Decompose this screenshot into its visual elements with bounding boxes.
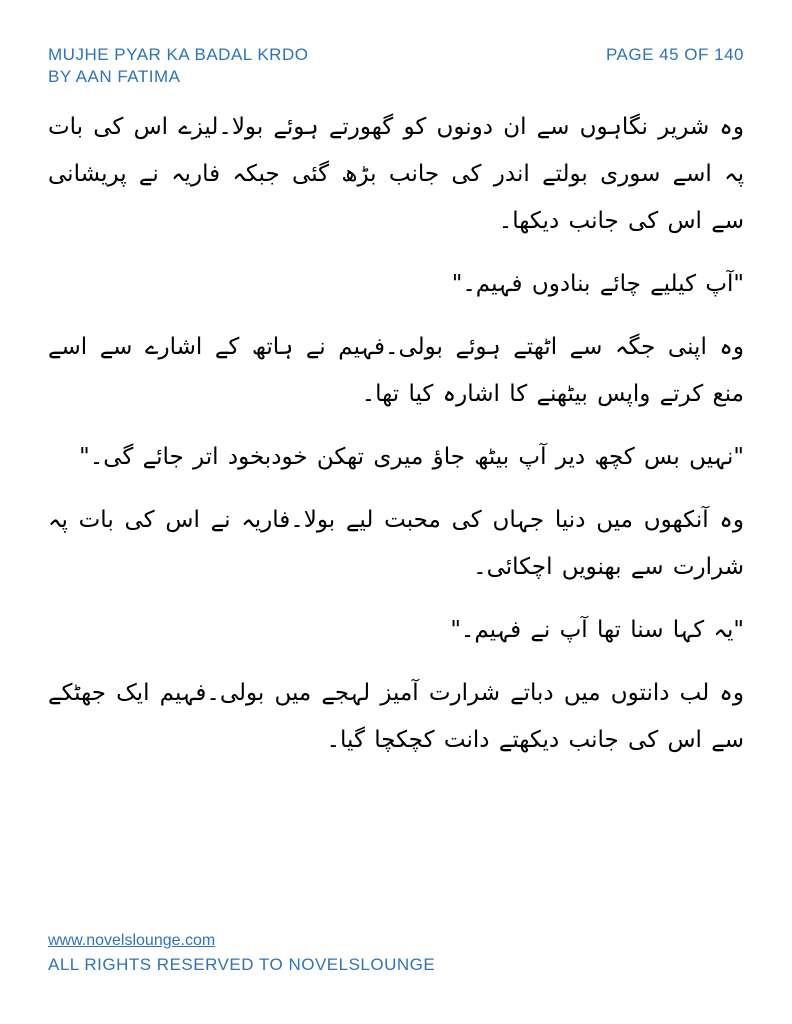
paragraph-6: "یہ کہا سنا تھا آپ نے فہیم۔" — [450, 617, 744, 643]
page-header — [48, 44, 744, 90]
author-name: BY AAN FATIMA — [48, 67, 181, 86]
paragraph-1: وہ شریر نگاہوں سے ان دونوں کو گھورتے ہوئے بولا۔لیزے اس کی بات پہ اسے سوری بولتے اندر کی جانب بڑھ گئی جبکہ فاریہ نے پریشانی سے اس کی جانب دیکھا۔ — [48, 114, 744, 234]
page-footer — [48, 930, 744, 982]
page-number: PAGE 45 OF 140 — [605, 45, 744, 64]
paragraph-5: وہ آنکھوں میں دنیا جہاں کی محبت لیے بولا۔فاریہ نے اس کی بات پہ شرارت سے بھنویں اچکائی۔ — [48, 507, 744, 580]
paragraph-2: "آپ کیلیے چائے بنادوں فہیم۔" — [451, 271, 744, 297]
paragraph-7: وہ لب دانتوں میں دباتے شرارت آمیز لہجے میں بولی۔فہیم ایک جھٹکے سے اس کی جانب دیکھتے دانت کچکچا گیا۔ — [48, 680, 744, 753]
paragraph-4: "نہیں بس کچھ دیر آپ بیٹھ جاؤ میری تھکن خودبخود اتر جائے گی۔" — [79, 444, 744, 470]
website-link[interactable]: www.novelslounge.com — [48, 932, 216, 949]
copyright-notice: ALL RIGHTS RESERVED TO NOVELSLOUNGE — [48, 955, 436, 974]
novel-title: MUJHE PYAR KA BADAL KRDO — [48, 45, 309, 64]
paragraph-3: وہ اپنی جگہ سے اٹھتے ہوئے بولی۔فہیم نے ہاتھ کے اشارے سے اسے منع کرتے واپس بیٹھنے کا اشارہ کیا تھا۔ — [48, 334, 744, 407]
story-body — [48, 104, 744, 844]
